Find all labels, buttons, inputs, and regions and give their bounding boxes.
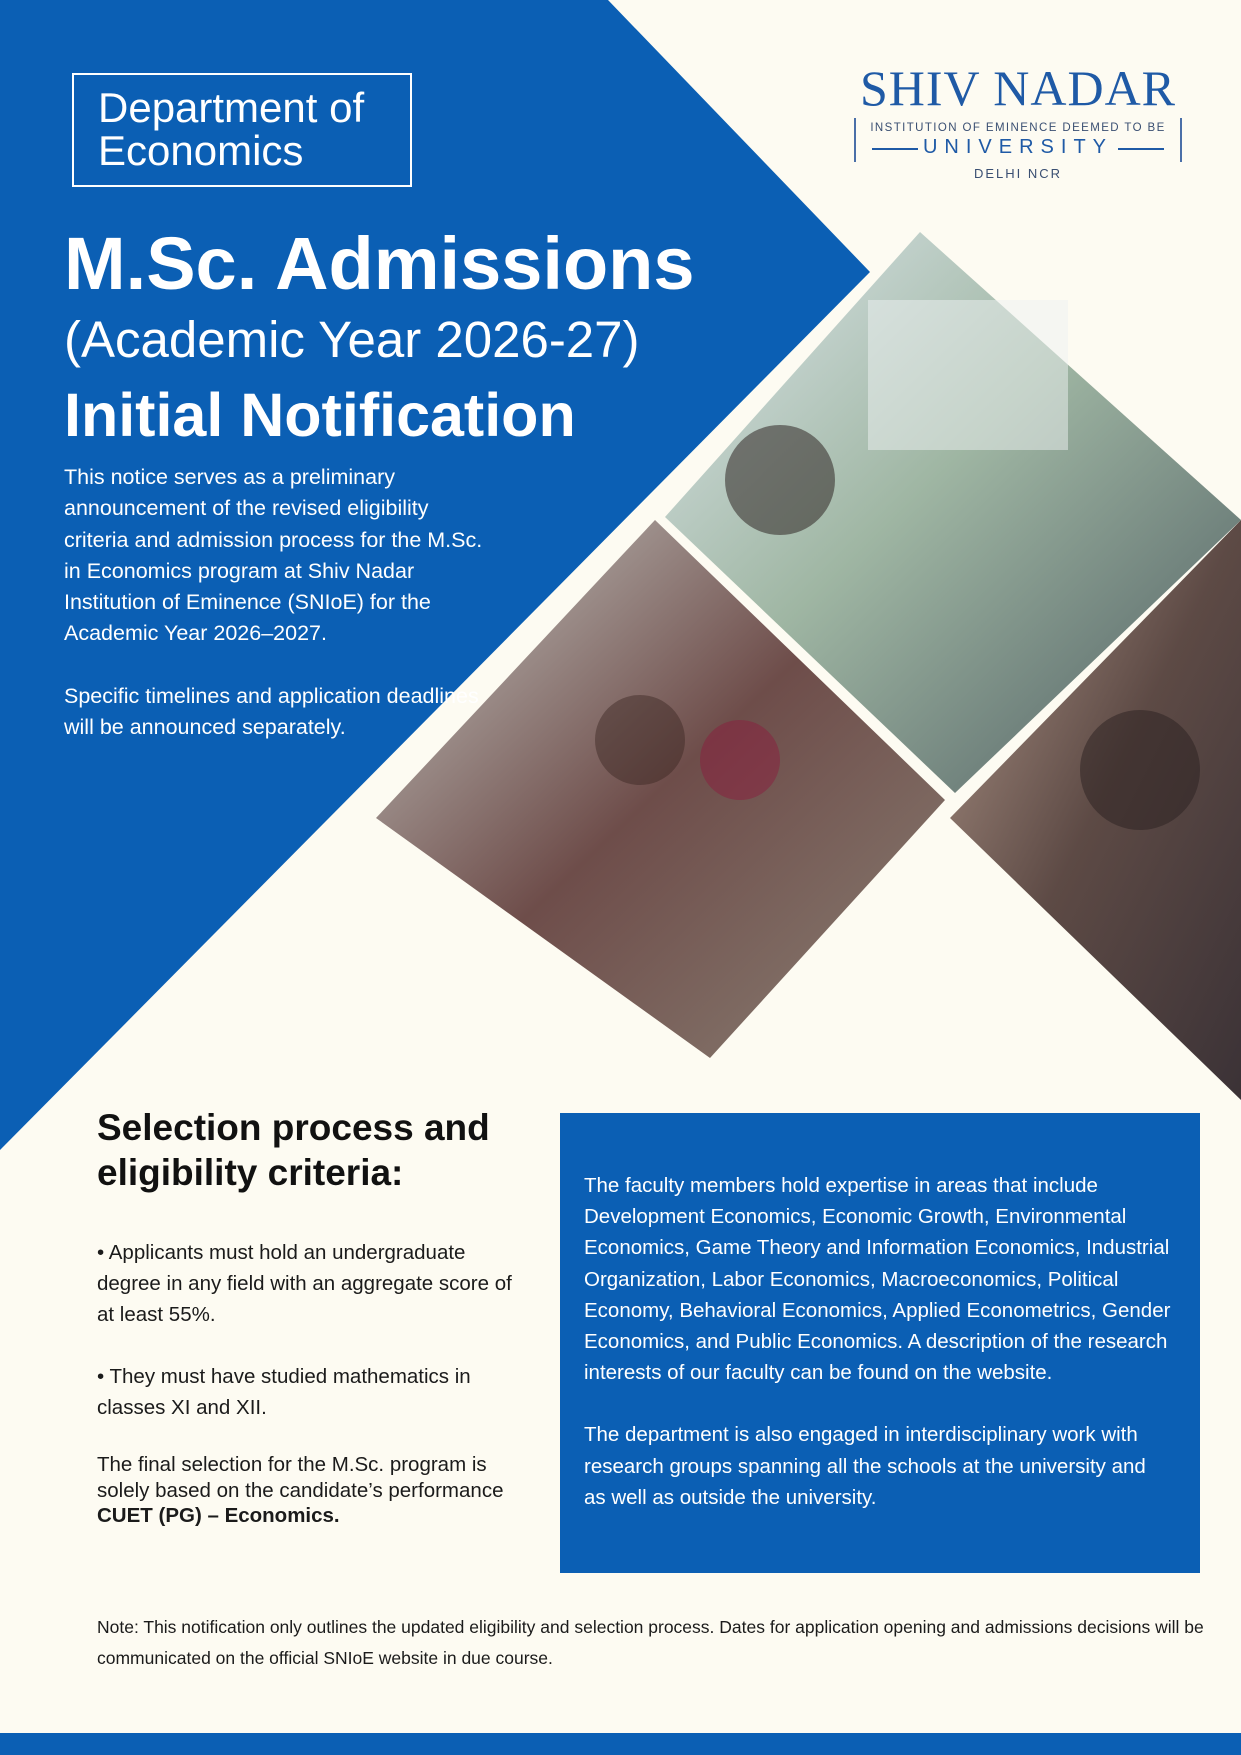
- academic-year: (Academic Year 2026-27): [64, 311, 640, 368]
- final-selection-text: [97, 1452, 517, 1529]
- page-title: M.Sc. Admissions: [64, 222, 695, 305]
- logo-location: DELHI NCR: [973, 166, 1063, 181]
- department-line1: Department of: [98, 84, 365, 131]
- logo-band: [854, 118, 1182, 162]
- criteria-bullet-2: • They must have studied mathematics in classes XI and XII.: [97, 1365, 471, 1419]
- logo-name: SHIV NADAR: [859, 60, 1177, 116]
- final-selection-exam: CUET (PG) – Economics.: [97, 1504, 340, 1527]
- intro-paragraph-2: Specific timelines and application deadlines will be announced separately.: [64, 683, 479, 740]
- bottom-bar: [0, 1733, 1241, 1755]
- faculty-paragraph-1: The faculty members hold expertise in areas that include Development Economics, Economic Growth, Environmental Economics, Game Theory and Information Economics, Industrial Organization, Labor Economics, Macroeconomics, Political Economy, Behavioral Economics, Applied Econometrics, Gender Economics, and Public Economics. A description of the research interests of our faculty can be found on the website.: [584, 1174, 1171, 1385]
- department-line2: Economics: [98, 127, 304, 174]
- intro-paragraph-1: This notice serves as a preliminary announcement of the revised eligibility criteria and admission process for the M.Sc. in Economics program at Shiv Nadar Institution of Eminence (SNIoE) for the Academic Year 2026–2027.: [64, 465, 483, 646]
- final-selection-prefix: The final selection for the M.Sc. program is solely based on the candidate’s performance: [97, 1453, 504, 1502]
- intro-text: [64, 462, 484, 774]
- criteria-bullet-1: • Applicants must hold an undergraduate degree in any field with an aggregate score of at least 55%.: [97, 1241, 512, 1326]
- university-logo: [850, 60, 1186, 181]
- notification-title: Initial Notification: [64, 381, 576, 449]
- footer-note: Note: This notification only outlines the updated eligibility and selection process. Dates for application opening and admissions decisions will be communicated on the official SNIoE website in due course.: [97, 1617, 1204, 1668]
- faculty-info-box: [560, 1113, 1200, 1573]
- selection-heading: Selection process and eligibility criteria:: [97, 1107, 490, 1193]
- selection-criteria: [97, 1237, 517, 1560]
- faculty-paragraph-2: The department is also engaged in interdisciplinary work with research groups spanning all the schools at the university and as well as outside the university.: [584, 1423, 1146, 1509]
- logo-university: UNIVERSITY: [856, 136, 1180, 159]
- department-box: [72, 73, 412, 187]
- logo-subtitle: INSTITUTION OF EMINENCE DEEMED TO BE: [870, 122, 1166, 134]
